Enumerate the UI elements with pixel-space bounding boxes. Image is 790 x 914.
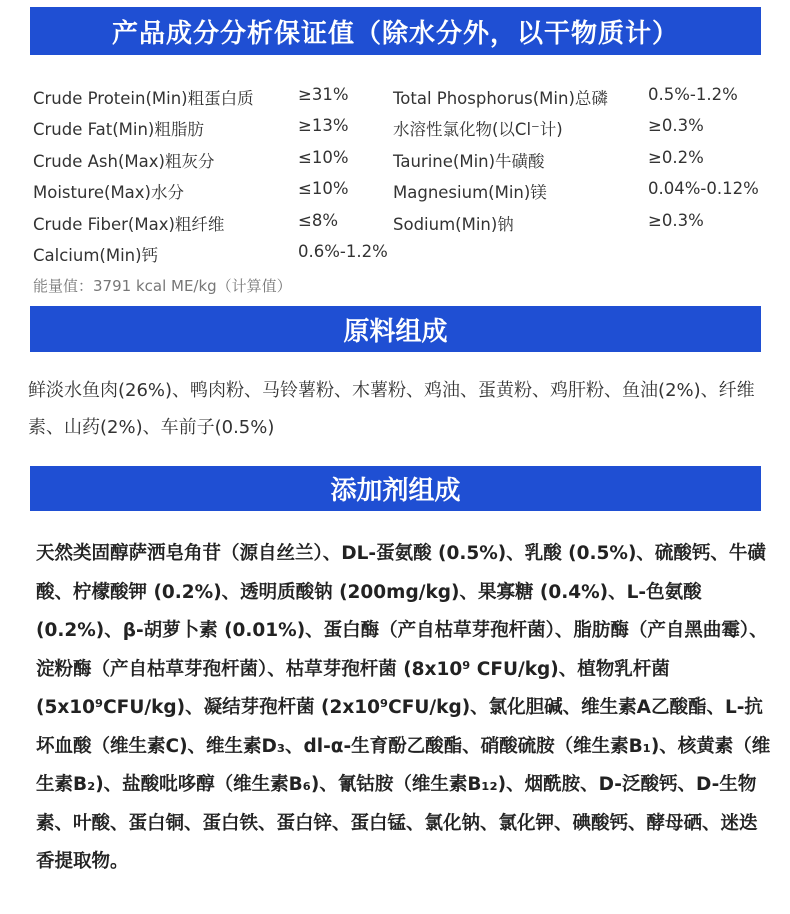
ingredients-text: 鲜淡水鱼肉(26%)、鸭肉粉、马铃薯粉、木薯粉、鸡油、蛋黄粉、鸡肝粉、鱼油(2%)、纤维素、山药(2%)、车前子(0.5%)	[28, 380, 755, 438]
nutrient-name: Taurine(Min)牛磺酸	[393, 152, 545, 171]
nutrient-value: 0.6%-1.2%	[298, 242, 388, 261]
nutrient-name: Total Phosphorus(Min)总磷	[393, 89, 608, 108]
nutrient-name: Crude Ash(Max)粗灰分	[33, 152, 215, 171]
nutrient-value: ≥0.2%	[648, 148, 704, 167]
section-header-ingredients	[30, 306, 761, 352]
nutrient-value: ≤10%	[298, 179, 349, 198]
nutrient-name: Crude Fat(Min)粗脂肪	[33, 120, 204, 139]
energy-note: 能量值：3791 kcal ME/kg（计算值）	[33, 277, 292, 295]
section-title: 原料组成	[343, 316, 448, 347]
nutrient-value: 0.5%-1.2%	[648, 85, 738, 104]
nutrient-name: Crude Protein(Min)粗蛋白质	[33, 89, 254, 108]
nutrient-value: ≥0.3%	[648, 211, 704, 230]
section-title: 添加剂组成	[330, 476, 461, 506]
additives-text: 天然类固醇萨洒皂角苷（源自丝兰）、DL-蛋氨酸 (0.5%)、乳酸 (0.5%)、硫酸钙、牛磺酸、柠檬酸钾 (0.2%)、透明质酸钠 (200mg/kg)、果寡糖 (0.4%)、L-色氨酸 (0.2%)、β-胡萝卜素 (0.01%)、蛋白酶（产自枯草芽孢杆菌）、脂肪酶（产自黑曲霉）、淀粉酶（产自枯草芽孢杆菌）、枯草芽孢杆菌 (8x10⁹ CFU/kg)、植物乳杆菌 (5x10⁹CFU/kg)、凝结芽孢杆菌 (2x10⁹CFU/kg)、氯化胆碱、维生素A乙酸酯、L-抗坏血酸（维生素C)、维生素D₃、dl-α-生育酚乙酸酯、硝酸硫胺（维生素B₁)、核黄素（维生素B₂)、盐酸吡哆醇（维生素B₆)、氰钴胺（维生素B₁₂)、烟酰胺、D-泛酸钙、D-生物素、叶酸、蛋白铜、蛋白铁、蛋白锌、蛋白锰、氯化钠、氯化钾、碘酸钙、酵母硒、迷迭香提取物。	[36, 543, 771, 872]
nutrient-name: 水溶性氯化物(以Cl⁻计)	[393, 120, 563, 139]
nutrient-value: ≤10%	[298, 148, 349, 167]
nutrient-name: Crude Fiber(Max)粗纤维	[33, 215, 225, 234]
nutrient-value: ≥13%	[298, 116, 349, 135]
section-title: 产品成分分析保证值（除水分外，以干物质计）	[111, 18, 679, 49]
nutrient-value: ≥0.3%	[648, 116, 704, 135]
nutrient-value: ≤8%	[298, 211, 339, 230]
nutrient-value: 0.04%-0.12%	[648, 179, 759, 198]
nutrient-value: ≥31%	[298, 85, 349, 104]
section-header-analysis	[30, 7, 761, 55]
nutrient-name: Calcium(Min)钙	[33, 246, 159, 265]
section-header-additives	[30, 466, 761, 511]
nutrient-name: Moisture(Max)水分	[33, 183, 184, 202]
nutrient-name: Magnesium(Min)镁	[393, 183, 547, 202]
nutrient-name: Sodium(Min)钠	[393, 215, 514, 234]
